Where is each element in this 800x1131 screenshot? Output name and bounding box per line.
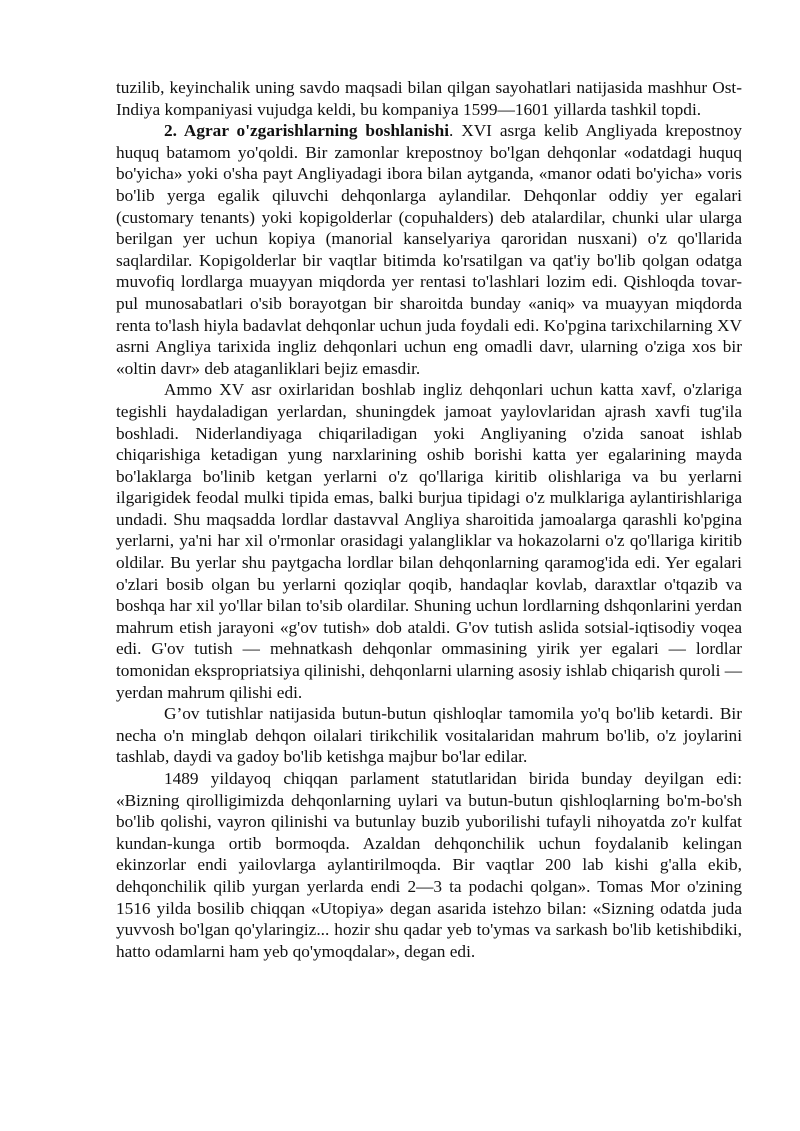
paragraph-text: . XVI asrga kelib Angliyada krepostnoy huquq batamom yo'qoldi. Bir zamonlar krepostnoy bo'lgan dehqonlar «odatdagi huquq bo'yicha» yoki o'sha payt Angliyadagi ibora bilan aytganda, «manor odati bo'yicha» voris bo'lib yerga egalik qiluvchi dehqonlarga aylandilar. Dehqonlar oddiy yer egalari (customary tenants) yoki kopigolderlar (copuhalders) deb atalardilar, chunki ular ularga berilgan yer uchun kopiya (manorial kanselyariya qaroridan nusxani) o'z qo'llarida saqlardilar. Kopigolderlar bir vaqtlar bitimda ko'rsatilgan va qat'iy bo'lib qolgan odatga muvofiq lordlarga muayyan miqdorda yer rentasi to'lashlari lozim edi. Qishloqda tovar-pul munosabatlari o'sib borayotgan bir sharoitda bunday «aniq» va muayyan miqdorda renta to'lash hiyla badavlat dehqonlar uchun juda foydali edi. Ko'pgina tarixchilarning XV asrni Angliya tarixida ingliz dehqonlari uchun eng omadli davr, ularning o'ziga xos bir «oltin davr» deb ataganliklari bejiz emasdir. xyxy=(116,121,742,378)
document-page xyxy=(116,77,742,962)
paragraph-continuation: tuzilib, keyinchalik uning savdo maqsadi bilan qilgan sayohatlari natijasida mashhur Ost-Indiya kompaniyasi vujudga keldi, bu kompaniya 1599—1601 yillarda tashkil topdi. xyxy=(116,78,742,119)
section-heading: 2. Agrar o'zgarishlarning boshlanishi xyxy=(164,121,450,141)
paragraph-agrarian-changes xyxy=(116,120,742,379)
paragraph-enclosure-threat: Ammo XV asr oxirlaridan boshlab ingliz dehqonlari uchun katta xavf, o'zlariga tegishli haydaladigan yerlardan, shuningdek jamoat yaylovlaridan ajrash xavfi tug'ila boshladi. Niderlandiyaga chiqariladigan yoki Angliyaning o'zida sanoat ishlab chiqarishiga ketadigan yung narxlarining oshib borishi katta yer egalarining mayda bo'laklarga bo'linib ketgan yerlarni o'z qo'llariga kiritib olishlariga va bu yerlarni ilgarigidek feodal mulki tipida emas, balki burjua tipidagi o'z mulklariga aylantirishlariga undadi. Shu maqsadda lordlar dastavval Angliya sharoitida jamoalarga qarashli ko'pgina yerlarni, ya'ni har xil o'rmonlar orasidagi yalangliklar va hokazolarni o'z qo'llariga kiritib oldilar. Bu yerlar shu paytgacha lordlar bilan dehqonlarning qaramog'ida edi. Yer egalari o'zlari bosib olgan bu yerlarni qoziqlar qoqib, handaqlar kovlab, daraxtlar o'tqazib va boshqa har xil yo'llar bilan to'sib olardilar. Shuning uchun lordlarning dshqonlarini yerdan mahrum etish jarayoni «g'ov tutish» dob ataldi. G'ov tutish aslida sotsial-iqtisodiy voqea edi. G'ov tutish — mehnatkash dehqonlar ommasining yirik yer egalari — lordlar tomonidan ekspropriatsiya qilinishi, dehqonlarni ularning asosiy ishlab chiqarish quroli — yerdan mahrum qilishi edi. xyxy=(116,380,742,702)
paragraph-parliament-statute: 1489 yildayoq chiqqan parlament statutlaridan birida bunday deyilgan edi: «Bizning qirolligimizda dehqonlarning uylari va butun-butun qishloqlarning bo'm-bo'sh bo'lib qolishi, vayron qilinishi va butunlay buzib yuborilishi tufayli nihoyatda zo'r kulfat kundan-kunga ortib bormoqda. Azaldan dehqonchilik uchun foydalanib kelingan ekinzorlar endi yailovlarga aylantirilmoqda. Bir vaqtlar 200 lab kishi g'alla ekib, dehqonchilik qilib yurgan yerlarda endi 2—3 ta podachi qolgan». Tomas Mor o'zining 1516 yilda bosilib chiqqan «Utopiya» degan asarida istehzo bilan: «Sizning odatda juda yuvvosh bo'lgan qo'ylaringiz... hozir shu qadar yeb to'ymas va sarkash bo'lib ketishibdiki, hatto odamlarni ham yeb qo'ymoqdalar», degan edi. xyxy=(116,769,742,961)
paragraph-enclosure-results: G’ov tutishlar natijasida butun-butun qishloqlar tamomila yo'q bo'lib ketardi. Bir necha o'n minglab dehqon oilalari tirikchilik vositalaridan mahrum bo'lib, o'z joylarini tashlab, daydi va gadoy bo'lib ketishga majbur bo'lar edilar. xyxy=(116,704,742,767)
